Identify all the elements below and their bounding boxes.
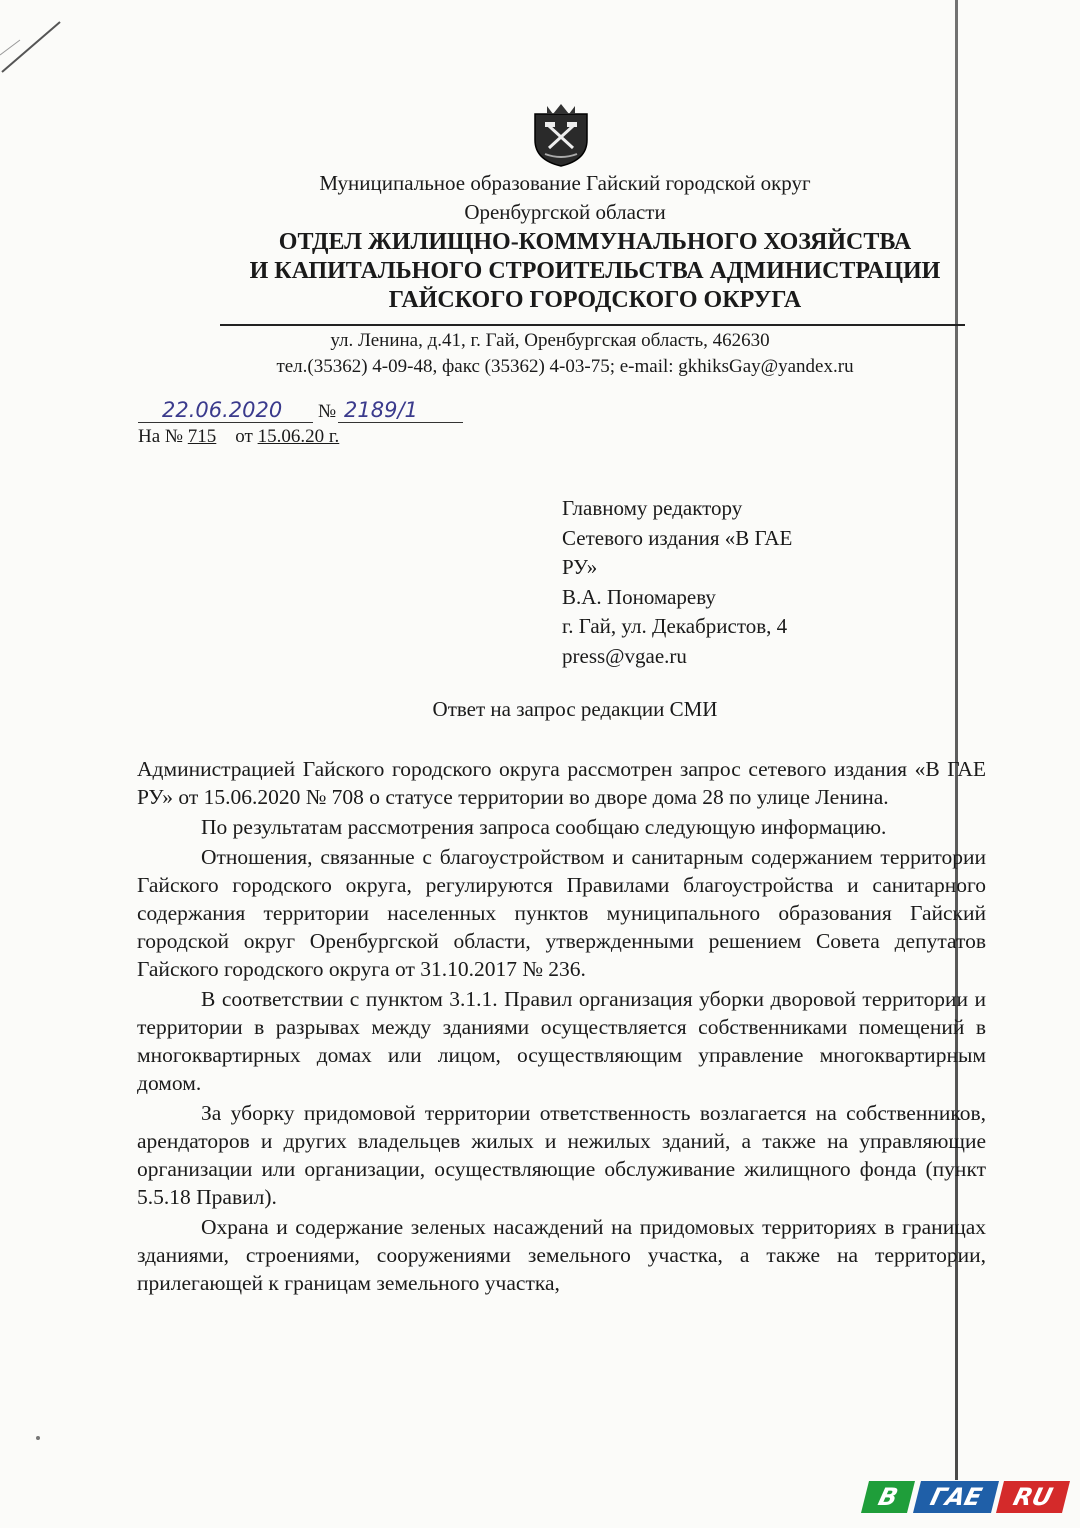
- logo-part-ru: RU: [996, 1481, 1070, 1513]
- reply-reference: [138, 426, 339, 448]
- addressee-email: press@vgae.ru: [562, 643, 687, 668]
- body-paragraph: В соответствии с пунктом 3.1.1. Правил организация уборки дворовой территории и территории в разрывах между зданиями осуществляется собственниками помещений в многоквартирных домах или лицом, осуществляющим управление многоквартирным домом.: [137, 987, 986, 1095]
- department-name-line1: ОТДЕЛ ЖИЛИЩНО-КОММУНАЛЬНОГО ХОЗЯЙСТВА: [278, 229, 912, 255]
- department-name: [0, 228, 1080, 315]
- letter-title: Ответ на запрос редакции СМИ: [432, 697, 718, 721]
- logo-part-gae: ГАЕ: [913, 1481, 999, 1513]
- letter-body: [137, 755, 986, 1299]
- scan-speck: [36, 1436, 40, 1440]
- outgoing-date: 22.06.2020: [162, 398, 283, 422]
- coat-of-arms-emblem: [525, 100, 597, 168]
- body-paragraph: Отношения, связанные с благоустройством и санитарным содержанием территории Гайского городского округа, регулируются Правилами благоустройства и санитарного содержания территории населенных пунктов муниципального образования Гайский городской округ Оренбургской области, утвержденными решением Совета депутатов Гайского городского округа от 31.10.2017 № 236.: [137, 845, 986, 981]
- postal-address: ул. Ленина, д.41, г. Гай, Оренбургская область, 462630: [330, 330, 770, 351]
- reply-date: 15.06.20 г.: [257, 426, 340, 447]
- outgoing-number: 2189/1: [344, 398, 418, 422]
- addressee-line: Сетевого издания «В ГАЕ: [562, 525, 793, 550]
- outgoing-registration: [138, 398, 468, 428]
- header-divider: [220, 324, 965, 326]
- addressee-line: РУ»: [562, 555, 598, 579]
- number-underline: [338, 422, 463, 423]
- contact-details: тел.(35362) 4-09-48, факс (35362) 4-03-75; e-mail: gkhiksGay@yandex.ru: [276, 356, 854, 377]
- addressee-line: В.А. Пономареву: [562, 584, 716, 609]
- department-name-line2: И КАПИТАЛЬНОГО СТРОИТЕЛЬСТВА АДМИНИСТРАЦИИ: [249, 258, 941, 284]
- scan-edge-mark: [0, 0, 70, 80]
- addressee-line: г. Гай, ул. Декабристов, 4: [562, 614, 788, 638]
- org-name-line1: Муниципальное образование Гайский городской округ: [319, 171, 811, 195]
- body-paragraph: За уборку придомовой территории ответственность возлагается на собственников, арендаторов и других владельцев жилых и нежилых зданий, а также на управляющие организации или организации, осуществляющие обслуживание жилищного фонда (пункт 5.5.18 Правил).: [137, 1101, 986, 1209]
- reply-prefix: На №: [138, 426, 184, 447]
- logo-part-b: B: [861, 1481, 915, 1513]
- reply-number: 715: [187, 426, 217, 447]
- date-underline: [138, 422, 313, 423]
- number-sign: №: [318, 401, 337, 422]
- site-logo[interactable]: [865, 1481, 1066, 1513]
- addressee-block: [562, 494, 862, 671]
- department-name-line3: ГАЙСКОГО ГОРОДСКОГО ОКРУГА: [388, 287, 802, 313]
- org-name-line2: Оренбургской области: [464, 200, 666, 224]
- body-paragraph: Охрана и содержание зеленых насаждений на придомовых территориях в границах зданиями, строениями, сооружениями земельного участка, а также на территории, прилегающей к границам земельного участка,: [137, 1215, 986, 1295]
- reply-from-label: от: [235, 426, 253, 447]
- body-paragraph: Администрацией Гайского городского округа рассмотрен запрос сетевого издания «В ГАЕ РУ» от 15.06.2020 № 708 о статусе территории во дворе дома 28 по улице Ленина.: [137, 757, 986, 809]
- addressee-line: Главному редактору: [562, 496, 743, 520]
- body-paragraph: По результатам рассмотрения запроса сообщаю следующую информацию.: [201, 815, 887, 839]
